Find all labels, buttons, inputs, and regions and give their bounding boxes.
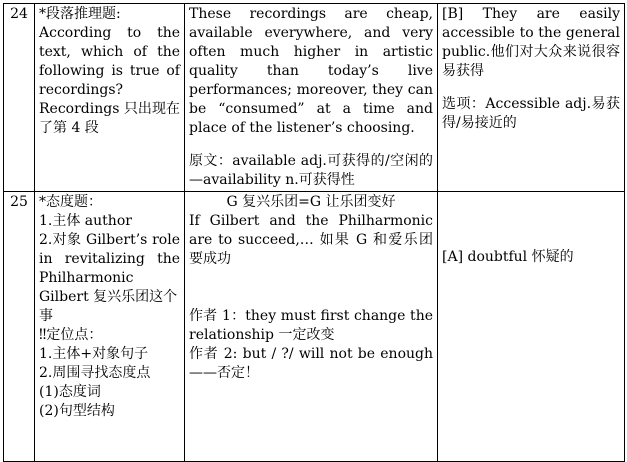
analysis-cell (185, 4, 438, 192)
locate-step-1: 1.主体+对象句子 (39, 346, 149, 362)
subject-line: 1.主体 author (39, 213, 132, 229)
locate-sub-2: (2)句型结构 (39, 403, 115, 419)
question-number: 24 (4, 4, 35, 192)
question-type: *态度题： (39, 194, 102, 210)
object-note: Gilbert 复兴乐团这个事 (39, 289, 178, 324)
analysis-header: G 复兴乐团=G 让乐团变好 (226, 194, 396, 210)
locate-heading: ‼定位点： (39, 327, 103, 343)
question-number: 25 (4, 192, 35, 462)
question-text: According to the text, which of the following is true of recordings? (39, 25, 180, 98)
analysis-cell (185, 192, 438, 462)
question-cell (35, 4, 185, 192)
question-note: Recordings 只出现在了第 4 段 (39, 101, 180, 136)
vocab-note: 原文：available adj.可获得的/空闲的—availability n.可获得性 (189, 153, 433, 188)
answer-cell (438, 192, 625, 462)
analysis-table (3, 3, 625, 462)
author-point-2: 作者 2: but / ?/ will not be enough——否定！ (189, 346, 433, 381)
passage-quote: These recordings are cheap, available everywhere, and very often much higher in artistic quality than today’s live performances; moreover, they can be “consumed” at a time and place of the listener’s choosing. (189, 6, 433, 136)
question-cell (35, 192, 185, 462)
answer-text: [A] doubtful 怀疑的 (442, 249, 574, 265)
option-note: 选项：Accessible adj.易获得/易接近的 (442, 96, 620, 131)
locate-step-2: 2.周围寻找态度点 (39, 365, 151, 381)
key-sentence: If Gilbert and the Philharmonic are to succeed,… 如果 G 和爱乐团要成功 (189, 213, 433, 267)
locate-sub-1: (1)态度词 (39, 384, 101, 400)
question-type: *段落推理题: (39, 6, 121, 22)
author-point-1: 作者 1：they must first change the relationship 一定改变 (189, 308, 433, 343)
answer-cell (438, 4, 625, 192)
object-line: 2.对象 Gilbert’s role in revitalizing the Philharmonic (39, 232, 180, 286)
table-row (4, 4, 625, 192)
table-row (4, 192, 625, 462)
answer-text: [B] They are easily accessible to the general public.他们对大众来说很容易获得 (442, 6, 620, 79)
